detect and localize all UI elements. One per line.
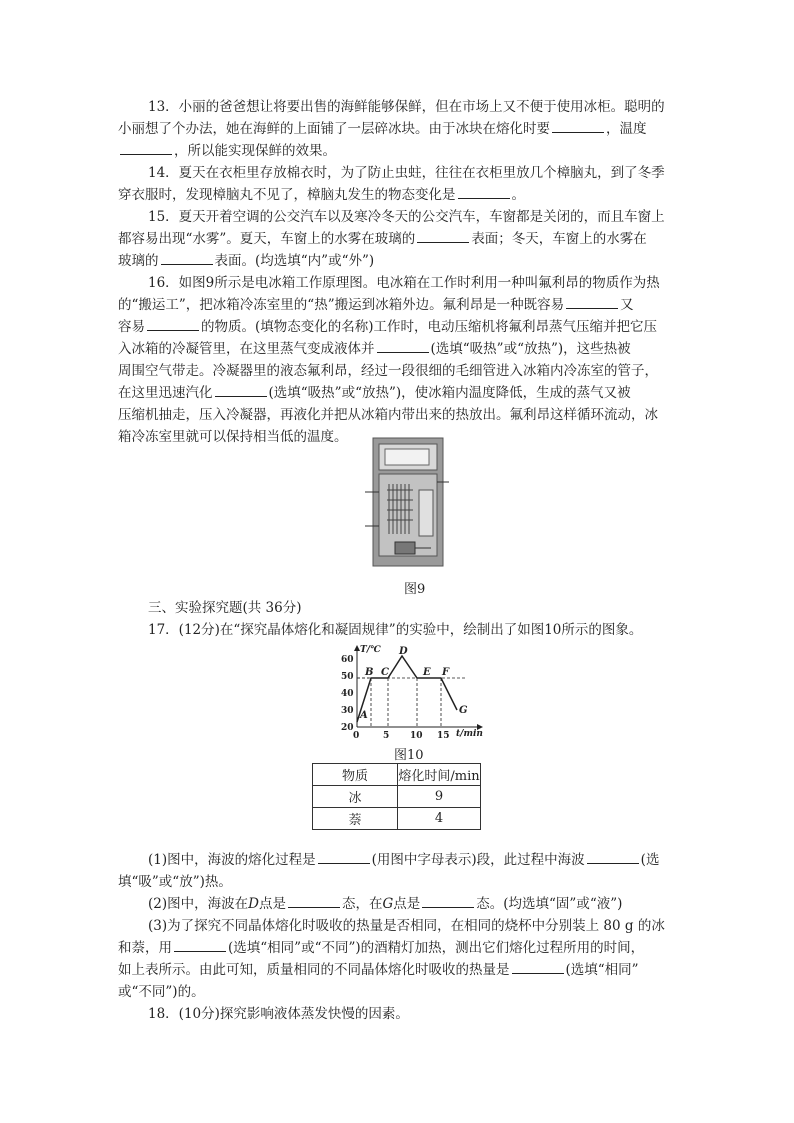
table-row: [313, 786, 481, 808]
q16-line-6: 在这里迅速汽化 (选填“吸热”或“放热”)，使冰箱内温度降低，生成的蒸气又被: [118, 382, 631, 404]
answer-blank[interactable]: [147, 316, 199, 331]
table-header: 熔化时间/min: [398, 764, 481, 786]
point-label-e: E: [423, 667, 431, 678]
point-label-c: C: [381, 667, 389, 678]
point-label-g: G: [459, 705, 468, 716]
q17-part-2: (2)图中，海波在D点是 态，在G点是 态。(均选填“固”或“液”): [148, 893, 622, 915]
q17-part-3-cont-3: 或“不同”)的。: [118, 984, 205, 1000]
answer-blank[interactable]: [417, 228, 469, 243]
q16-line-4: 入冰箱的冷凝管里，在这里蒸气变成液体并 (选填“吸热”或“放热”)，这些热被: [118, 338, 631, 360]
q16-line-8: 箱冷冻室里就可以保持相当低的温度。: [118, 429, 348, 445]
q14-line-1: 14．夏天在衣柜里存放棉衣时，为了防止虫蛀，往往在衣柜里放几个樟脑丸，到了冬季: [148, 165, 665, 181]
x-tick-label: 15: [437, 731, 450, 740]
table-header: 物质: [313, 764, 398, 786]
q16-line-3: 容易 的物质。(填物态变化的名称)工作时，电动压缩机将氟利昂蒸气压缩并把它压: [118, 316, 657, 338]
q17-part-3: (3)为了探究不同晶体熔化时吸收的热量是否相同，在相同的烧杯中分别装上 80 g 的冰: [148, 918, 665, 934]
q17-part-1: (1)图中，海波的熔化过程是 (用图中字母表示)段，此过程中海波 (选: [148, 849, 659, 871]
figure-10-caption: 图10: [394, 748, 424, 763]
melting-curve: [357, 656, 457, 722]
melting-time-table: [312, 763, 481, 830]
table-cell: 9: [398, 786, 481, 808]
y-tick-label: 60: [341, 655, 354, 665]
x-tick-label: 5: [383, 731, 390, 740]
x-tick-label: 0: [353, 731, 360, 740]
q16-line-1: 16．如图9所示是电冰箱工作原理图。电冰箱在工作时利用一种叫氟利昂的物质作为热: [148, 275, 660, 291]
melting-curve-graph: [336, 642, 486, 740]
answer-blank[interactable]: [288, 893, 340, 908]
answer-blank[interactable]: [174, 937, 226, 952]
q18-line-1: 18．(10分)探究影响液体蒸发快慢的因素。: [148, 1006, 409, 1022]
table-cell: 冰: [313, 786, 398, 808]
point-label-d: D: [399, 646, 408, 657]
figure-9-caption: 图9: [404, 582, 426, 597]
q16-line-5: 周围空气带走。冷凝器里的液态氟利昂，经过一段很细的毛细管进入冰箱内冷冻室的管子，: [118, 363, 658, 379]
q15-line-3: 玻璃的 表面。(均选填“内”或“外”): [118, 250, 374, 272]
q13-line-3: ，所以能实现保鲜的效果。: [118, 140, 336, 162]
q15-line-2: 都容易出现“水雾”。夏天，车窗上的水雾在玻璃的 表面；冬天，车窗上的水雾在: [118, 228, 647, 250]
q17-part-3-cont-2: 如上表所示。由此可知，质量相同的不同晶体熔化时吸收的热量是 (选填“相同”: [118, 959, 639, 981]
y-tick-label: 20: [341, 723, 354, 733]
answer-blank[interactable]: [512, 959, 564, 974]
answer-blank[interactable]: [566, 294, 618, 309]
answer-blank[interactable]: [318, 849, 370, 864]
point-label-b: B: [365, 667, 374, 678]
answer-blank[interactable]: [458, 184, 510, 199]
answer-blank[interactable]: [161, 250, 213, 265]
answer-blank[interactable]: [120, 140, 172, 155]
q16-line-2: 的“搬运工”，把冰箱冷冻室里的“热”搬运到冰箱外边。氟利昂是一种既容易 又: [118, 294, 634, 316]
q14-line-2: 穿衣服时，发现樟脑丸不见了，樟脑丸发生的物态变化是 。: [118, 184, 525, 206]
x-axis-label: t/min: [456, 729, 483, 739]
point-label-f: F: [442, 667, 450, 678]
q16-line-7: 压缩机抽走，压入冷凝器，再液化并把从冰箱内带出来的热放出。氟利昂这样循环流动，冰: [118, 407, 658, 423]
y-axis-label: T/℃: [360, 645, 381, 655]
answer-blank[interactable]: [377, 338, 429, 353]
x-tick-label: 10: [410, 731, 423, 740]
q17-part-3-cont: 和萘，用 (选填“相同”或“不同”)的酒精灯加热，测出它们熔化过程所用的时间，: [118, 937, 644, 959]
section-title: 三、实验探究题(共 36分): [148, 600, 302, 616]
answer-blank[interactable]: [215, 382, 267, 397]
y-tick-label: 30: [341, 706, 354, 716]
point-label-a: A: [360, 710, 368, 721]
q13-line-1: 13．小丽的爸爸想让将要出售的海鲜能够保鲜，但在市场上又不便于使用冰柜。聪明的: [148, 99, 665, 115]
answer-blank[interactable]: [552, 118, 604, 133]
refrigerator-diagram: [365, 434, 450, 574]
table-row: [313, 808, 481, 830]
q17-part-1-cont: 填“吸”或“放”)热。: [118, 874, 232, 890]
answer-blank[interactable]: [587, 849, 639, 864]
y-tick-label: 40: [341, 689, 354, 699]
table-cell: 萘: [313, 808, 398, 830]
y-tick-label: 50: [341, 672, 354, 682]
q15-line-1: 15．夏天开着空调的公交汽车以及寒冷冬天的公交汽车，车窗都是关闭的，而且车窗上: [148, 209, 665, 225]
q17-intro: 17．(12分)在“探究晶体熔化和凝固规律”的实验中，绘制出了如图10所示的图象。: [148, 622, 643, 638]
q13-line-2: 小丽想了个办法，她在海鲜的上面铺了一层碎冰块。由于冰块在熔化时要 ，温度: [118, 118, 647, 140]
answer-blank[interactable]: [422, 893, 474, 908]
table-header-row: [313, 764, 481, 786]
table-cell: 4: [398, 808, 481, 830]
